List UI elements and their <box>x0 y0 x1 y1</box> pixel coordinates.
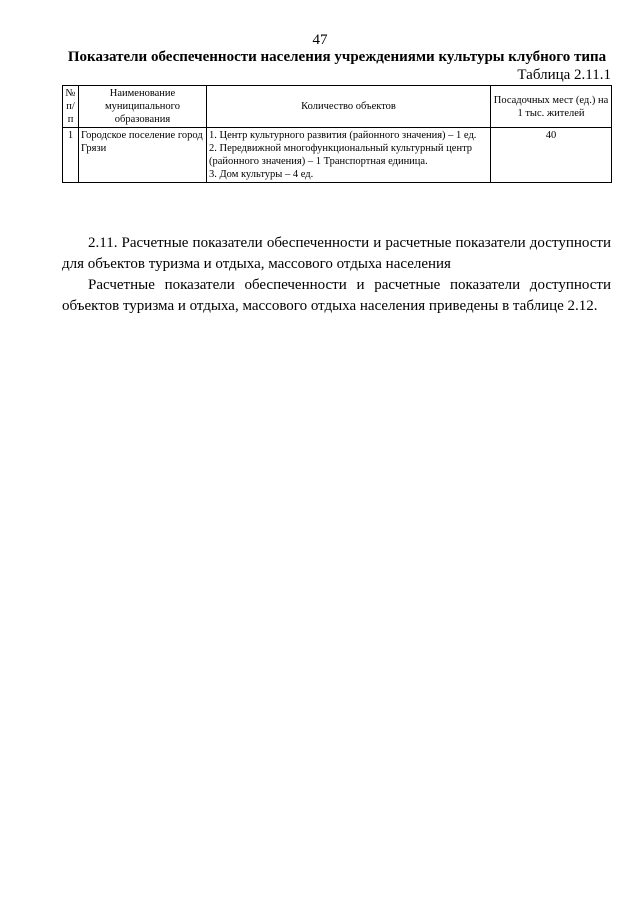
section-heading-paragraph: 2.11. Расчетные показатели обеспеченности и расчетные показатели доступности для объектов туризма и отдыха, массового отдыха населения <box>62 235 611 272</box>
object-item: 3. Дом культуры – 4 ед. <box>209 169 314 180</box>
table-row <box>63 128 612 183</box>
cell-name: Городское поселение город Грязи <box>79 128 207 183</box>
document-title: Показатели обеспеченности населения учреждениями культуры клубного типа <box>67 49 607 65</box>
header-name: Наименование муниципального образования <box>79 86 207 128</box>
object-item: 2. Передвижной многофункциональный культурный центр (районного значения) – 1 Транспортная единица. <box>209 143 473 167</box>
header-objects: Количество объектов <box>207 86 491 128</box>
header-num: № п/п <box>63 86 79 128</box>
page-number: 47 <box>312 32 328 48</box>
table-caption: Таблица 2.11.1 <box>517 67 611 83</box>
cell-objects <box>207 128 491 183</box>
cell-num: 1 <box>63 128 79 183</box>
cell-seats: 40 <box>491 128 612 183</box>
data-table <box>62 85 612 183</box>
object-item: 1. Центр культурного развития (районного значения) – 1 ед. <box>209 130 477 141</box>
table-header-row <box>63 86 612 128</box>
body-paragraph: Расчетные показатели обеспеченности и расчетные показатели доступности объектов туризма и отдыха, массового отдыха населения приведены в таблице 2.12. <box>62 277 611 314</box>
header-seats: Посадочных мест (ед.) на 1 тыс. жителей <box>491 86 612 128</box>
